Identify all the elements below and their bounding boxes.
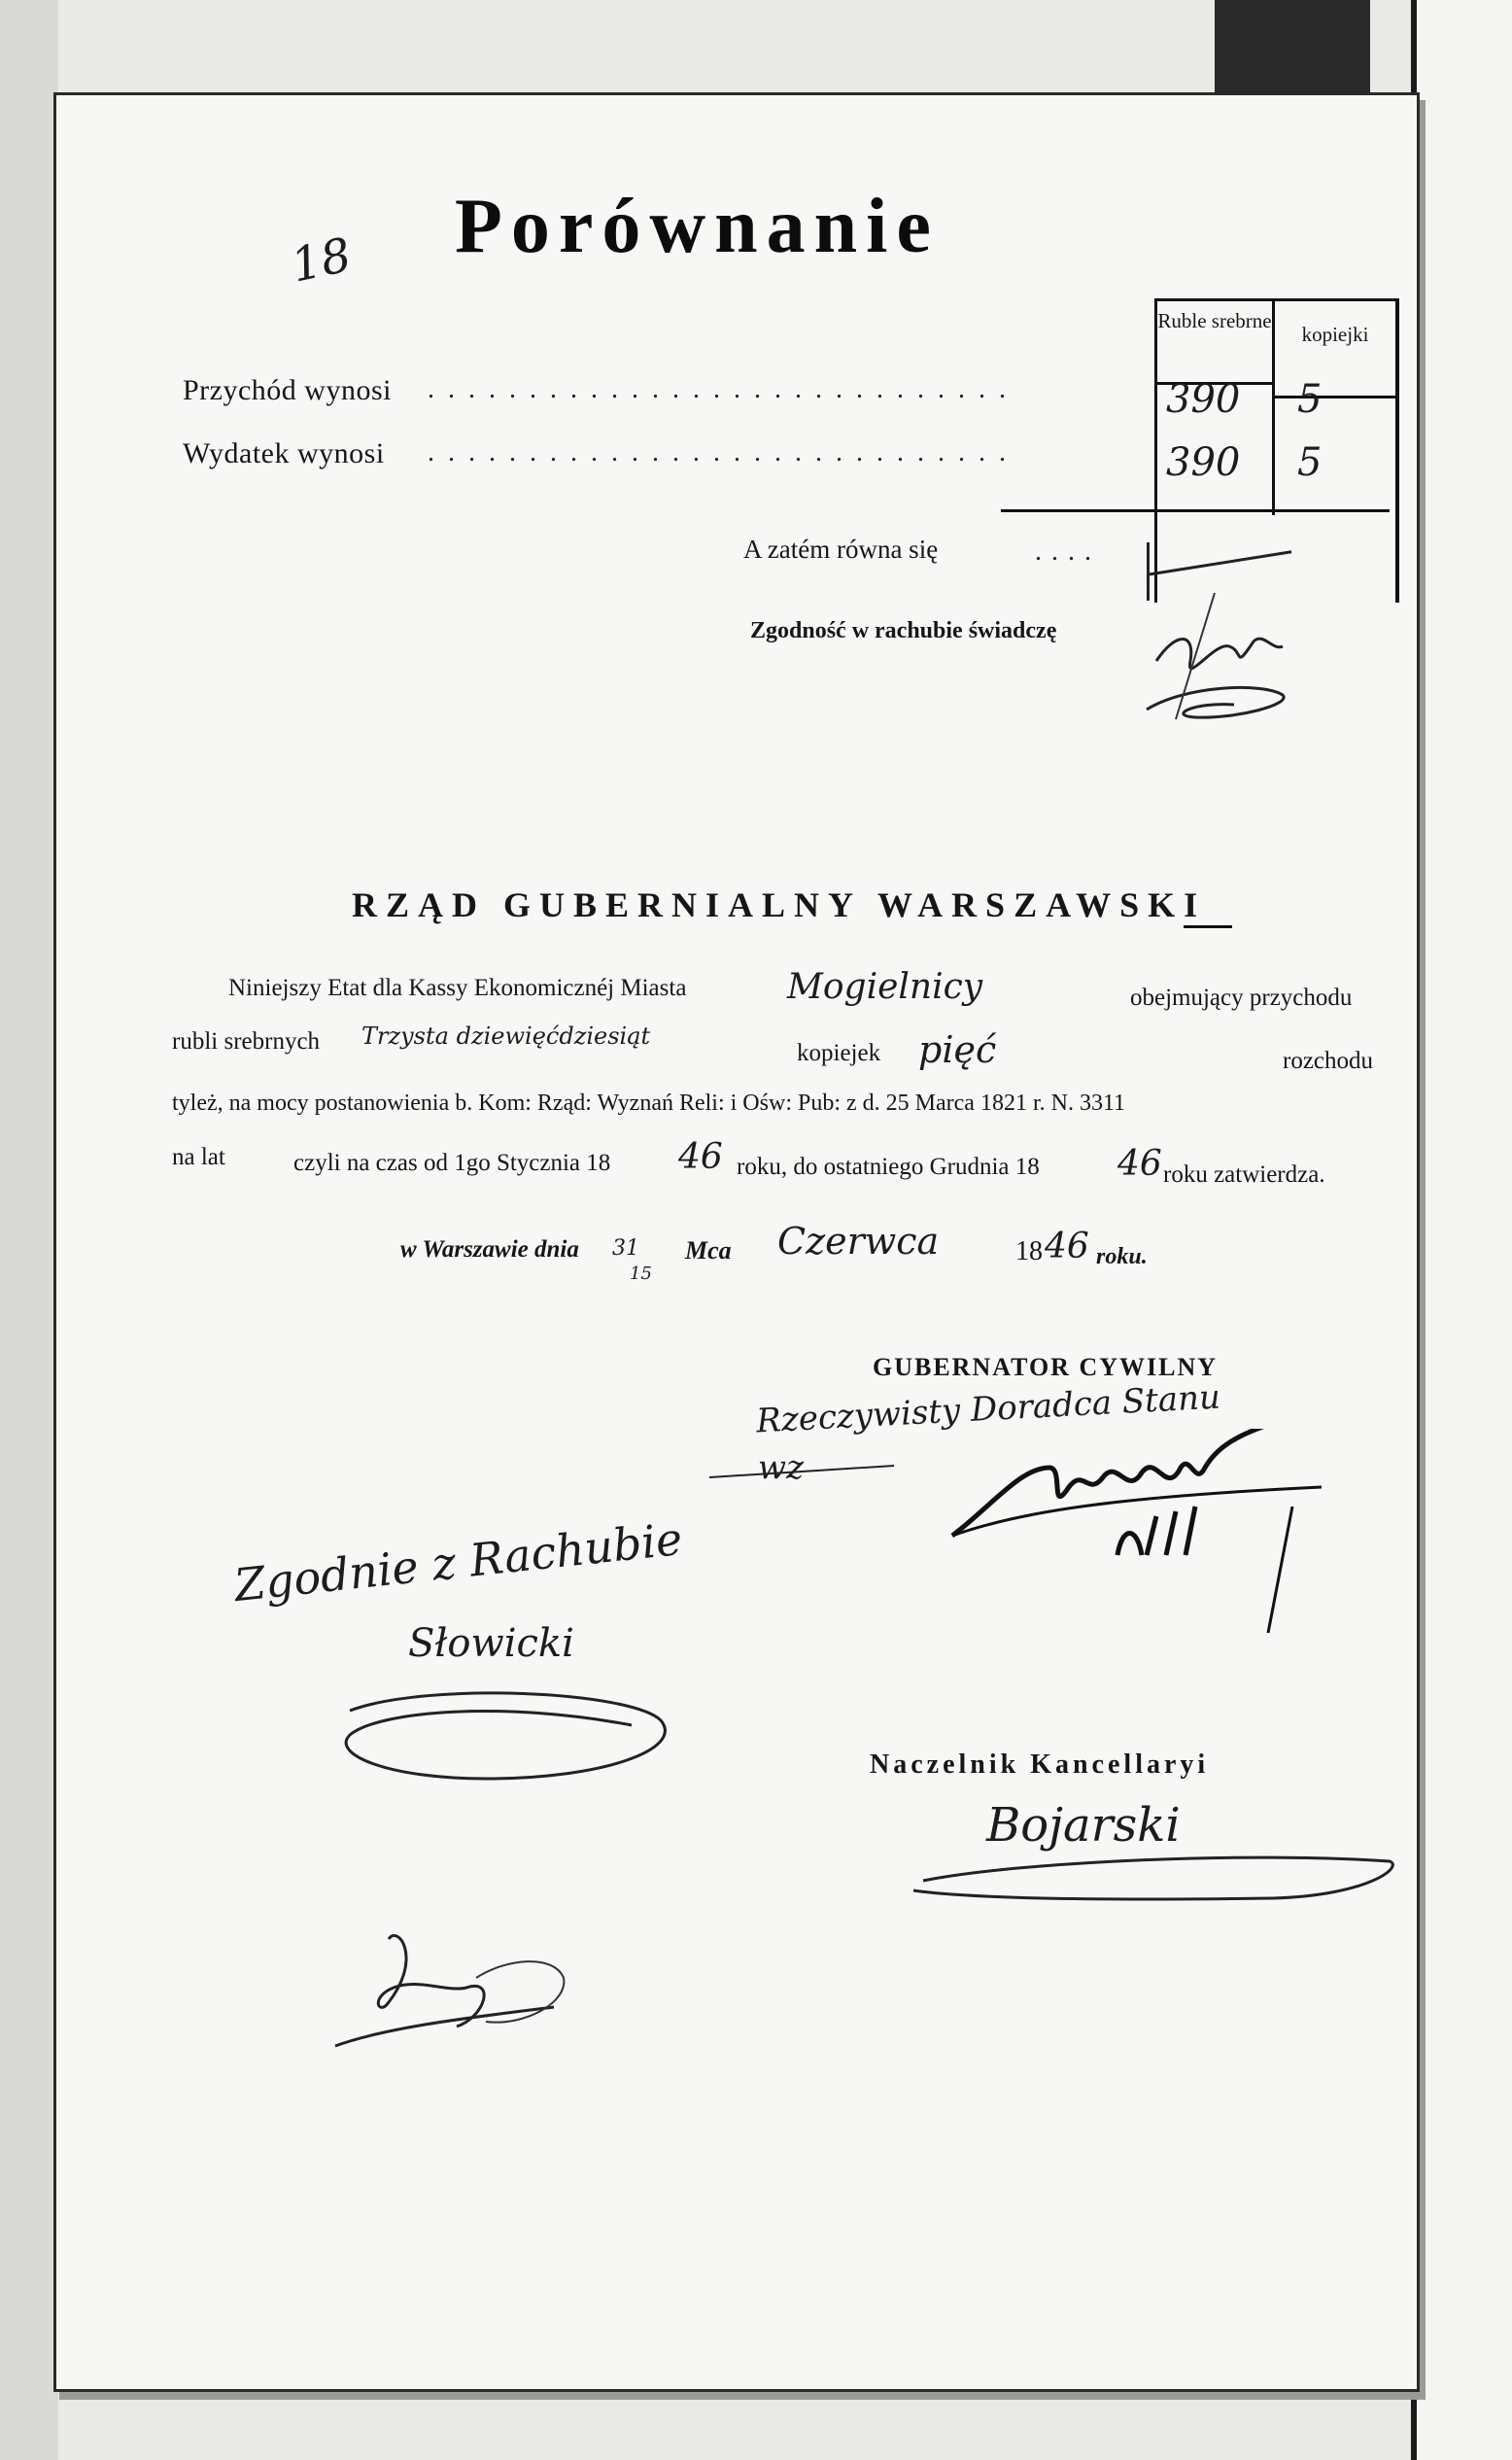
date-suffix: roku. xyxy=(1096,1244,1148,1269)
date-day: 31 xyxy=(612,1236,639,1261)
date-day-alt: 15 xyxy=(630,1264,652,1284)
left-signature-flourish xyxy=(311,1643,680,1798)
income-kopecks: 5 xyxy=(1297,377,1323,422)
date-month: Czerwca xyxy=(777,1220,940,1263)
date-century: 18 xyxy=(1015,1236,1043,1266)
body-amount-kopecks-words: pięć xyxy=(918,1028,997,1071)
bottom-paraph-scribble xyxy=(330,1920,583,2065)
body-year-end: 46 xyxy=(1117,1144,1162,1184)
chancellery-signature-name: Bojarski xyxy=(986,1798,1181,1853)
expense-label: Wydatek wynosi xyxy=(183,437,385,469)
governor-handwritten-wz: wz xyxy=(758,1448,805,1487)
body-town-name: Mogielnicy xyxy=(787,967,983,1007)
body-line1-suffix: obejmujący przychodu xyxy=(1130,985,1353,1011)
column-header-rubles: Ruble srebrne xyxy=(1157,301,1275,385)
income-rubles: 390 xyxy=(1166,377,1241,422)
body-line3: tyleż, na mocy postanowienia b. Kom: Rząd: Wyznań Reli: i Ośw: Pub: z d. 25 Marca 1821 r. N. 3311 xyxy=(172,1091,1126,1116)
balance-label: A zatém równa się xyxy=(743,535,939,564)
body-line4-until: roku, do ostatniego Grudnia 18 xyxy=(737,1154,1040,1180)
body-line2-suffix: rozchodu xyxy=(1283,1048,1374,1074)
income-label: Przychód wynosi xyxy=(183,374,392,406)
body-line4-period: czyli na czas od 1go Stycznia 18 xyxy=(293,1150,611,1176)
governor-title: GUBERNATOR CYWILNY xyxy=(873,1353,1219,1381)
body-heading: RZĄD GUBERNIALNY WARSZAWSKI xyxy=(352,885,1207,924)
body-line1-prefix: Niniejszy Etat dla Kassy Ekonomicznéj Miasta xyxy=(228,975,687,1001)
background-binding-top xyxy=(1215,0,1370,92)
chancellery-signature-flourish xyxy=(904,1803,1409,1910)
body-line4-suffix: roku zatwierdza. xyxy=(1163,1161,1325,1188)
table-column-divider xyxy=(1272,374,1275,515)
expense-kopecks: 5 xyxy=(1297,440,1323,485)
heading-underline-tail xyxy=(1184,925,1232,928)
column-header-kopecks: kopiejki xyxy=(1275,301,1395,398)
body-amount-rubles-words: Trzysta dziewięćdziesiąt xyxy=(361,1022,651,1050)
document-title: Porównanie xyxy=(455,184,940,269)
consistency-label: Zgodność w rachubie świadczę xyxy=(750,618,1057,643)
expense-leader-dots: ............................. xyxy=(428,437,1019,468)
left-handwritten-note: Zgodnie z Rachubie xyxy=(231,1511,685,1612)
chancellery-title: Naczelnik Kancellaryi xyxy=(870,1750,1210,1780)
left-signature-name: Słowicki xyxy=(408,1621,574,1666)
governor-handwritten-rank: Rzeczywisty Doradca Stanu xyxy=(755,1377,1221,1441)
balance-leader-dots: .... xyxy=(1035,537,1101,567)
body-line2-kopecks-label: kopiejek xyxy=(797,1040,881,1066)
background-right-edge xyxy=(1411,0,1512,2460)
date-year: 46 xyxy=(1045,1227,1089,1266)
governor-signature xyxy=(700,1429,1360,1643)
pencil-folio-note: 18 xyxy=(286,227,357,294)
body-year-start: 46 xyxy=(678,1137,723,1177)
sum-rule xyxy=(1001,509,1390,512)
expense-rubles: 390 xyxy=(1166,440,1241,485)
date-place: w Warszawie dnia xyxy=(400,1236,579,1263)
body-line4-prefix: na lat xyxy=(172,1144,225,1170)
initials-signature xyxy=(1137,593,1312,739)
body-line2-prefix: rubli srebrnych xyxy=(172,1028,321,1055)
balance-tick xyxy=(1147,542,1150,601)
background-left xyxy=(0,0,58,2460)
income-leader-dots: ............................. xyxy=(428,374,1019,404)
date-month-label: Mca xyxy=(685,1236,732,1265)
